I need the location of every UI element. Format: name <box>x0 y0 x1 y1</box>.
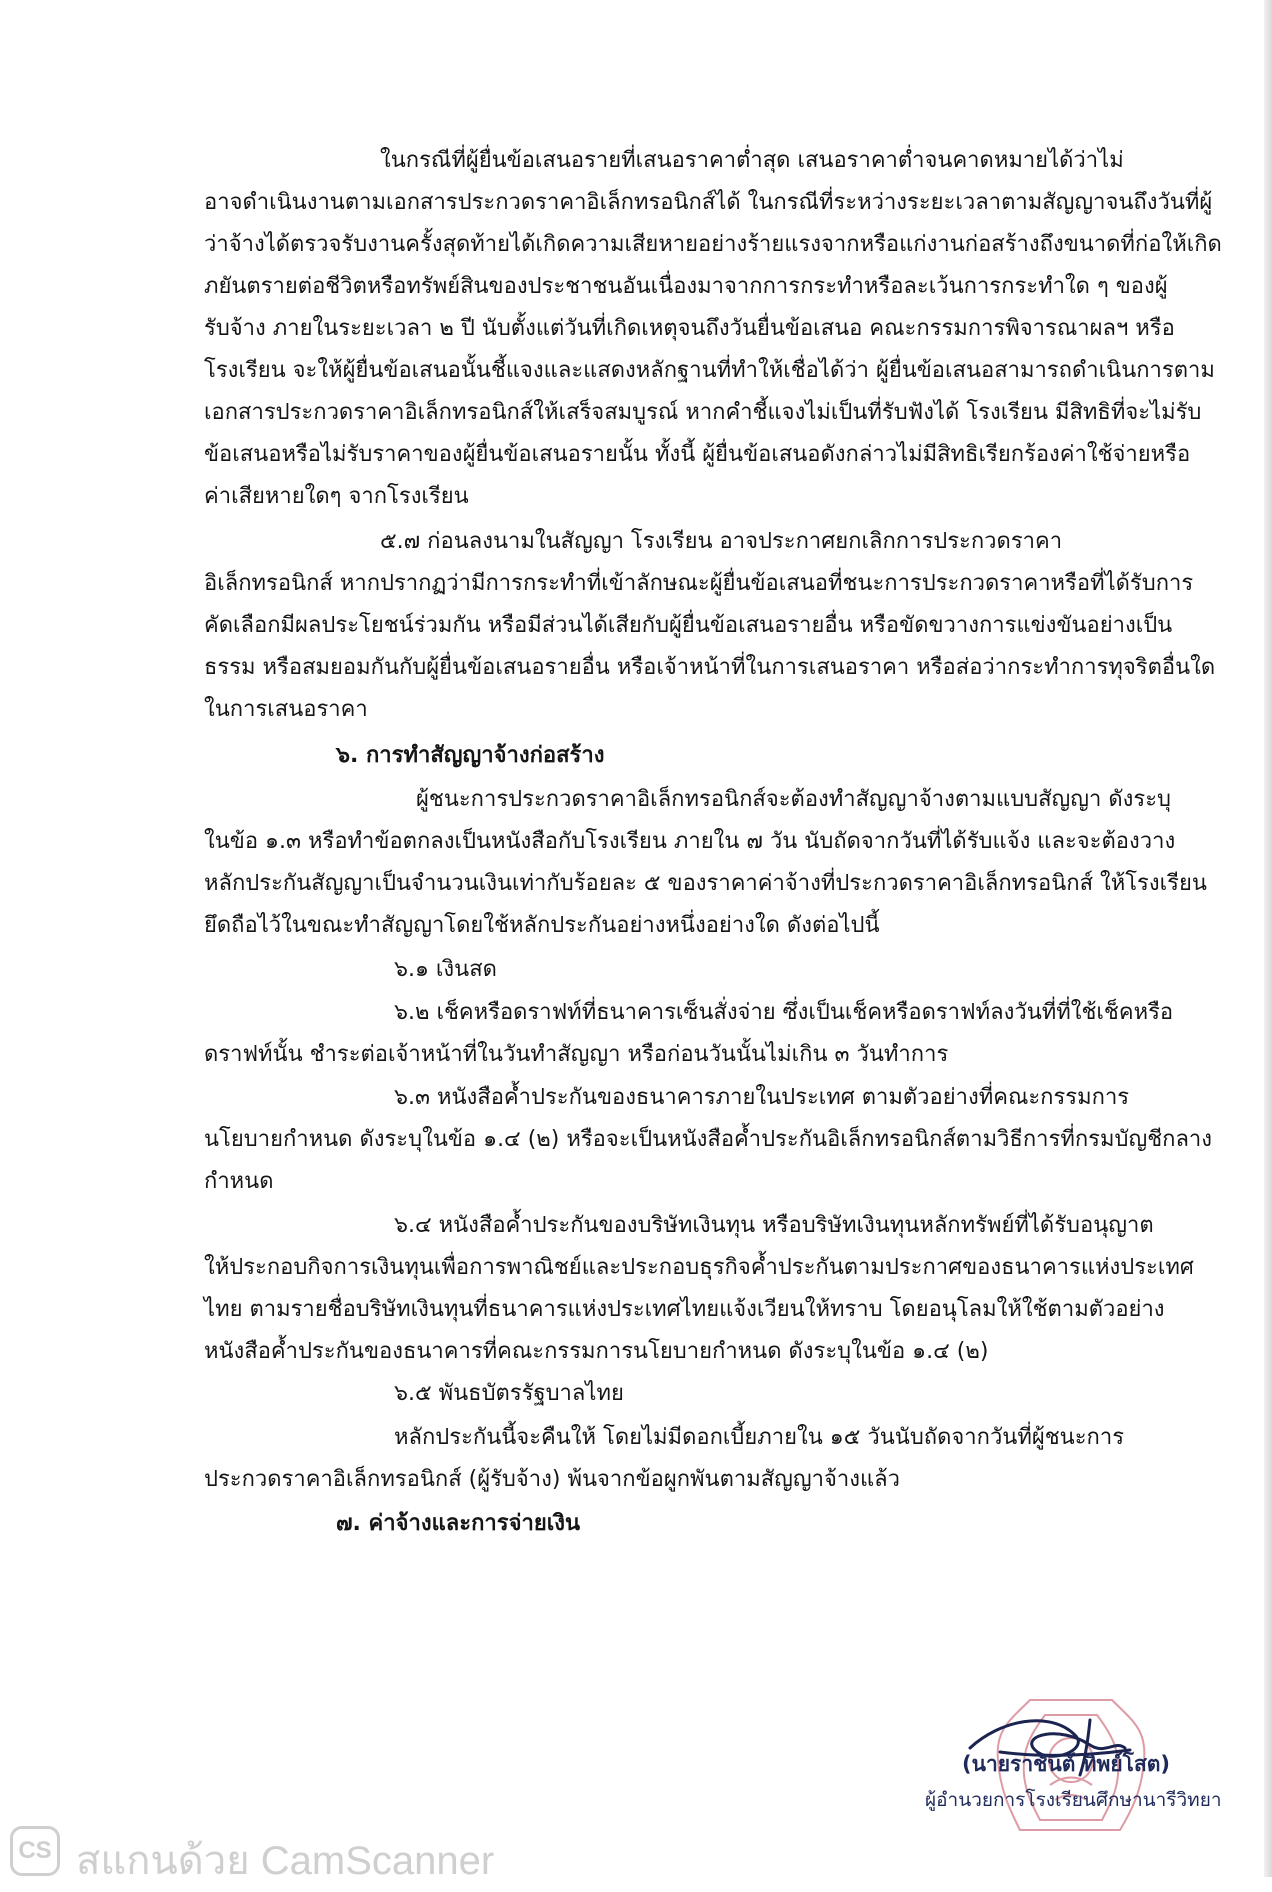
camscanner-logo-icon: CS <box>10 1826 60 1876</box>
signatory-title: ผู้อำนวยการโรงเรียนศึกษานารีวิทยา <box>925 1789 1222 1811</box>
paragraph-line: ค่าเสียหายใดๆ จากโรงเรียน <box>204 484 469 509</box>
paragraph-line: กำหนด <box>204 1169 274 1194</box>
paragraph-line: ข้อเสนอหรือไม่รับราคาของผู้ยื่นข้อเสนอรายนั้น ทั้งนี้ ผู้ยื่นข้อเสนอดังกล่าวไม่มีสิทธิเรียกร้องค่าใช้จ่ายหรือ <box>204 442 1191 467</box>
paragraph-line: ดราฟท์นั้น ชำระต่อเจ้าหน้าที่ในวันทำสัญญา หรือก่อนวันนั้นไม่เกิน ๓ วันทำการ <box>204 1042 949 1067</box>
paragraph-line: ในการเสนอราคา <box>204 697 368 722</box>
clause-6-2: ๖.๒ เช็คหรือดราฟท์ที่ธนาคารเซ็นสั่งจ่าย ซึ่งเป็นเช็คหรือดราฟท์ลงวันที่ที่ใช้เช็คหรือ <box>394 1000 1174 1025</box>
clause-6-3: ๖.๓ หนังสือค้ำประกันของธนาคารภายในประเทศ ตามตัวอย่างที่คณะกรรมการ <box>394 1085 1130 1110</box>
paragraph-line: ผู้ชนะการประกวดราคาอิเล็กทรอนิกส์จะต้องทำสัญญาจ้างตามแบบสัญญา ดังระบุ <box>416 787 1172 812</box>
clause-5-7: ๕.๗ ก่อนลงนามในสัญญา โรงเรียน อาจประกาศยกเลิกการประกวดราคา <box>380 529 1063 554</box>
paragraph-line: หลักประกันสัญญาเป็นจำนวนเงินเท่ากับร้อยละ ๕ ของราคาค่าจ้างที่ประกวดราคาอิเล็กทรอนิกส์ ให้โรงเรียน <box>204 871 1207 896</box>
paragraph-line: คัดเลือกมีผลประโยชน์ร่วมกัน หรือมีส่วนได้เสียกับผู้ยื่นข้อเสนอรายอื่น หรือขัดขวางการแข่งขันอย่างเป็น <box>204 613 1173 638</box>
paragraph-line: โรงเรียน จะให้ผู้ยื่นข้อเสนอนั้นชี้แจงและแสดงหลักฐานที่ทำให้เชื่อได้ว่า ผู้ยื่นข้อเสนอสามารถดำเนินการตาม <box>204 358 1215 383</box>
paragraph-line: ไทย ตามรายชื่อบริษัทเงินทุนที่ธนาคารแห่งประเทศไทยแจ้งเวียนให้ทราบ โดยอนุโลมให้ใช้ตามตัวอย่าง <box>204 1297 1165 1322</box>
paragraph-line: หนังสือค้ำประกันของธนาคารที่คณะกรรมการนโยบายกำหนด ดังระบุในข้อ ๑.๔ (๒) <box>204 1339 989 1364</box>
paragraph-line: หลักประกันนี้จะคืนให้ โดยไม่มีดอกเบี้ยภายใน ๑๕ วันนับถัดจากวันที่ผู้ชนะการ <box>394 1425 1125 1450</box>
paragraph-line: อาจดำเนินงานตามเอกสารประกวดราคาอิเล็กทรอนิกส์ได้ ในกรณีที่ระหว่างระยะเวลาตามสัญญาจนถึงวันที่ผู้ <box>204 190 1213 215</box>
paragraph-line: ให้ประกอบกิจการเงินทุนเพื่อการพาณิชย์และประกอบธุรกิจค้ำประกันตามประกาศของธนาคารแห่งประเทศ <box>204 1255 1194 1280</box>
paragraph-line: ประกวดราคาอิเล็กทรอนิกส์ (ผู้รับจ้าง) พ้นจากข้อผูกพันตามสัญญาจ้างแล้ว <box>204 1467 900 1492</box>
clause-6-5: ๖.๕ พันธบัตรรัฐบาลไทย <box>394 1381 624 1406</box>
paragraph-line: นโยบายกำหนด ดังระบุในข้อ ๑.๔ (๒) หรือจะเป็นหนังสือค้ำประกันอิเล็กทรอนิกส์ตามวิธีการที่กรมบัญชีกลาง <box>204 1127 1213 1152</box>
page-edge-shadow <box>1264 0 1272 1877</box>
paragraph-line: ภยันตรายต่อชีวิตหรือทรัพย์สินของประชาชนอันเนื่องมาจากการกระทำหรือละเว้นการกระทำใด ๆ ของผู้ <box>204 274 1168 299</box>
paragraph-line: ยึดถือไว้ในขณะทำสัญญาโดยใช้หลักประกันอย่างหนึ่งอย่างใด ดังต่อไปนี้ <box>204 913 880 938</box>
paragraph-line: ในข้อ ๑.๓ หรือทำข้อตกลงเป็นหนังสือกับโรงเรียน ภายใน ๗ วัน นับถัดจากวันที่ได้รับแจ้ง และจะต้องวาง <box>204 829 1176 854</box>
clause-6-1: ๖.๑ เงินสด <box>394 957 497 982</box>
paragraph-line: ว่าจ้างได้ตรวจรับงานครั้งสุดท้ายได้เกิดความเสียหายอย่างร้ายแรงจากหรือแก่งานก่อสร้างถึงขนาดที่ก่อให้เกิด <box>204 232 1222 257</box>
camscanner-text: สแกนด้วย CamScanner <box>76 1839 495 1883</box>
clause-6-4: ๖.๔ หนังสือค้ำประกันของบริษัทเงินทุน หรือบริษัทเงินทุนหลักทรัพย์ที่ได้รับอนุญาต <box>394 1213 1154 1238</box>
camscanner-watermark <box>0 1822 620 1883</box>
paragraph-line: รับจ้าง ภายในระยะเวลา ๒ ปี นับตั้งแต่วันที่เกิดเหตุจนถึงวันยื่นข้อเสนอ คณะกรรมการพิจารณาผลฯ หรือ <box>204 316 1175 341</box>
paragraph-line: ธรรม หรือสมยอมกันกับผู้ยื่นข้อเสนอรายอื่น หรือเจ้าหน้าที่ในการเสนอราคา หรือส่อว่ากระทำการทุจริตอื่นใด <box>204 655 1216 680</box>
paragraph-line: เอกสารประกวดราคาอิเล็กทรอนิกส์ให้เสร็จสมบูรณ์ หากคำชี้แจงไม่เป็นที่รับฟังได้ โรงเรียน มีสิทธิที่จะไม่รับ <box>204 400 1202 425</box>
section-heading-7: ๗. ค่าจ้างและการจ่ายเงิน <box>336 1511 581 1536</box>
signatory-name: (นายราชันต์ ทิพย์โสต) <box>962 1752 1171 1776</box>
paragraph-line: อิเล็กทรอนิกส์ หากปรากฏว่ามีการกระทำที่เข้าลักษณะผู้ยื่นข้อเสนอที่ชนะการประกวดราคาหรือที่ได้รับการ <box>204 571 1194 596</box>
section-heading-6: ๖. การทำสัญญาจ้างก่อสร้าง <box>336 743 605 768</box>
paragraph-line: ในกรณีที่ผู้ยื่นข้อเสนอรายที่เสนอราคาต่ำสุด เสนอราคาต่ำจนคาดหมายได้ว่าไม่ <box>380 148 1124 173</box>
